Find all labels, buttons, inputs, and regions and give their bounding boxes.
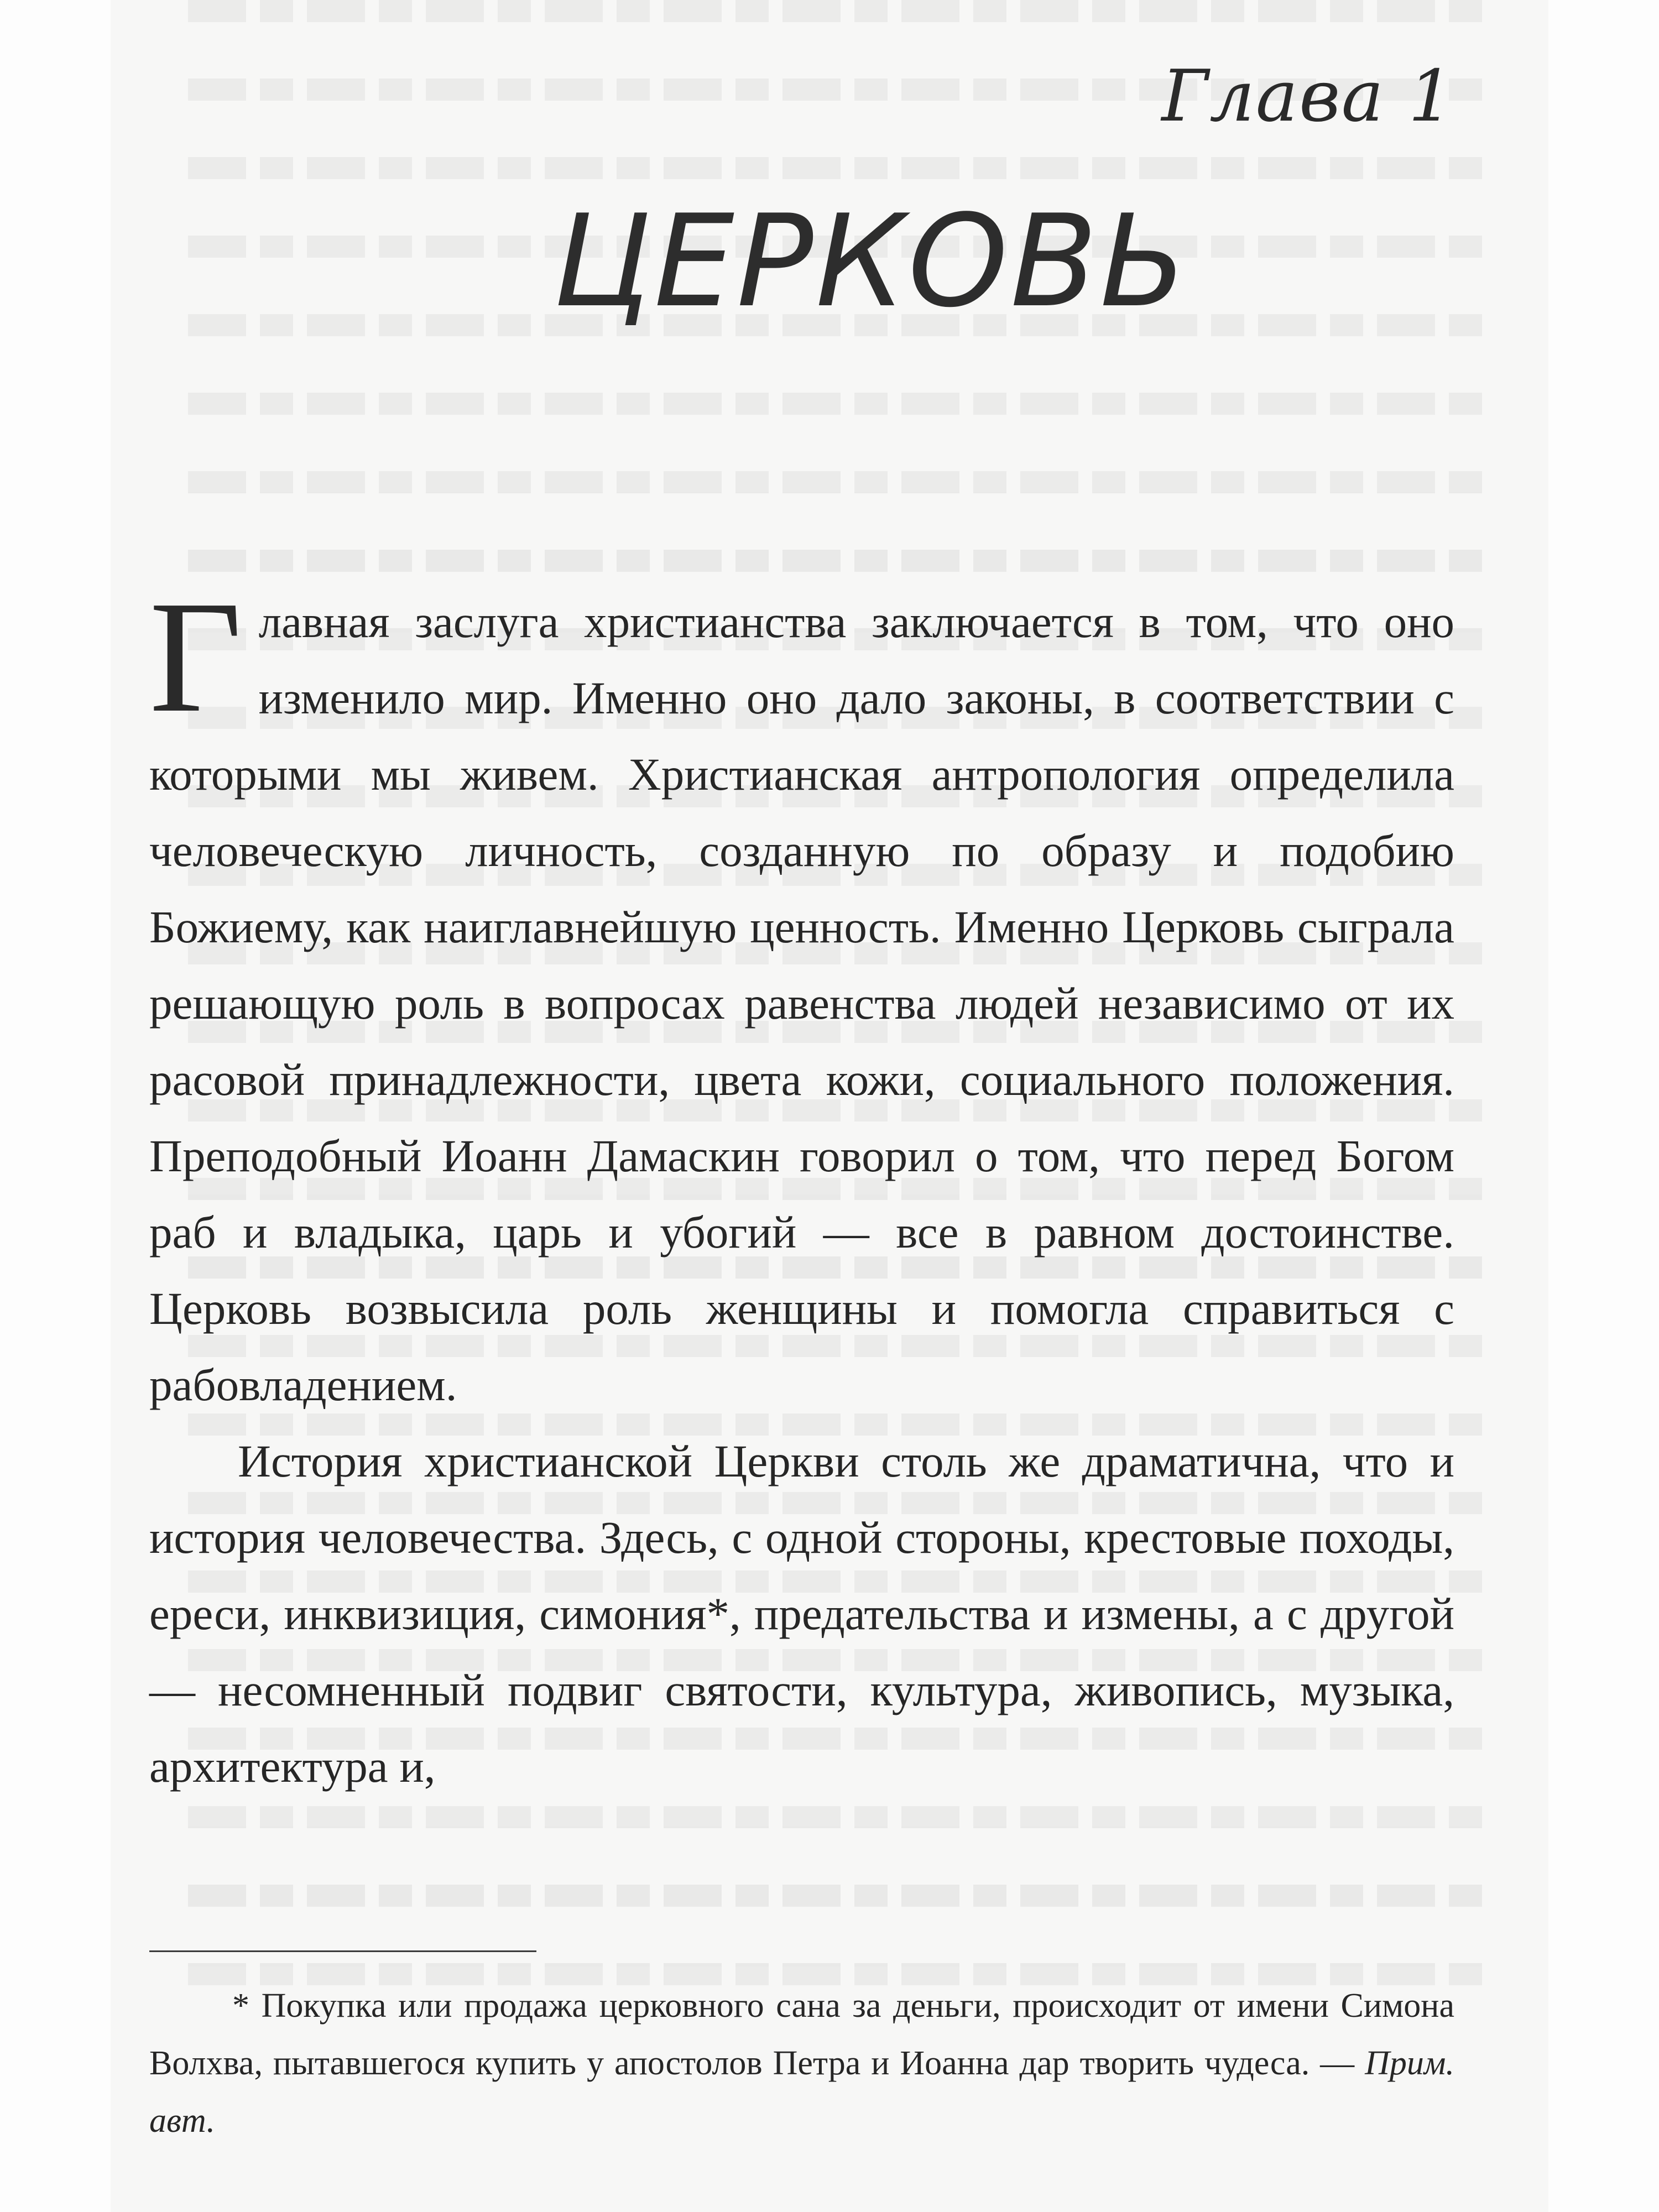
drop-cap: Г	[149, 568, 242, 745]
body-text	[149, 568, 1454, 1804]
footnote-text: * Покупка или продажа церковного сана за деньги, происходит от имени Симона Волхва, пытавшегося купить у апостолов Петра и Иоанна дар творить чудеса. —	[149, 1987, 1454, 2082]
chapter-label: Глава 1	[1161, 55, 1454, 138]
paragraph-1-text: лавная заслуга христианства заключается в том, что оно изменило мир. Именно оно дало законы, в соответствии с которыми мы живем. Христианская антропология определила человеческую личность, созданную по образу и подобию Божиему, как наиглавнейшую ценность. Именно Церковь сыграла решающую роль в вопросах равенства людей независимо от их расовой принадлежности, цвета кожи, социального положения. Преподобный Иоанн Дамаскин говорил о том, что перед Богом раб и владыка, царь и убогий — все в равном достоинстве. Церковь возвысила роль женщины и помогла справиться с рабовладением.	[149, 596, 1454, 1410]
footnote	[149, 1977, 1454, 2150]
chapter-title: ЦЕРКОВЬ	[553, 188, 1190, 336]
paragraph-2: История христианской Церкви столь же драматична, что и история человечества. Здесь, с одной стороны, крестовые походы, ереси, инквизиция, симония*, предательства и измены, а с другой — несомненный подвиг святости, культура, живопись, музыка, архитектура и,	[149, 1436, 1454, 1792]
footnote-divider	[149, 1950, 536, 1952]
footnote-author-note: Прим. авт.	[149, 2044, 1454, 2140]
paragraph-1	[149, 568, 1454, 1423]
